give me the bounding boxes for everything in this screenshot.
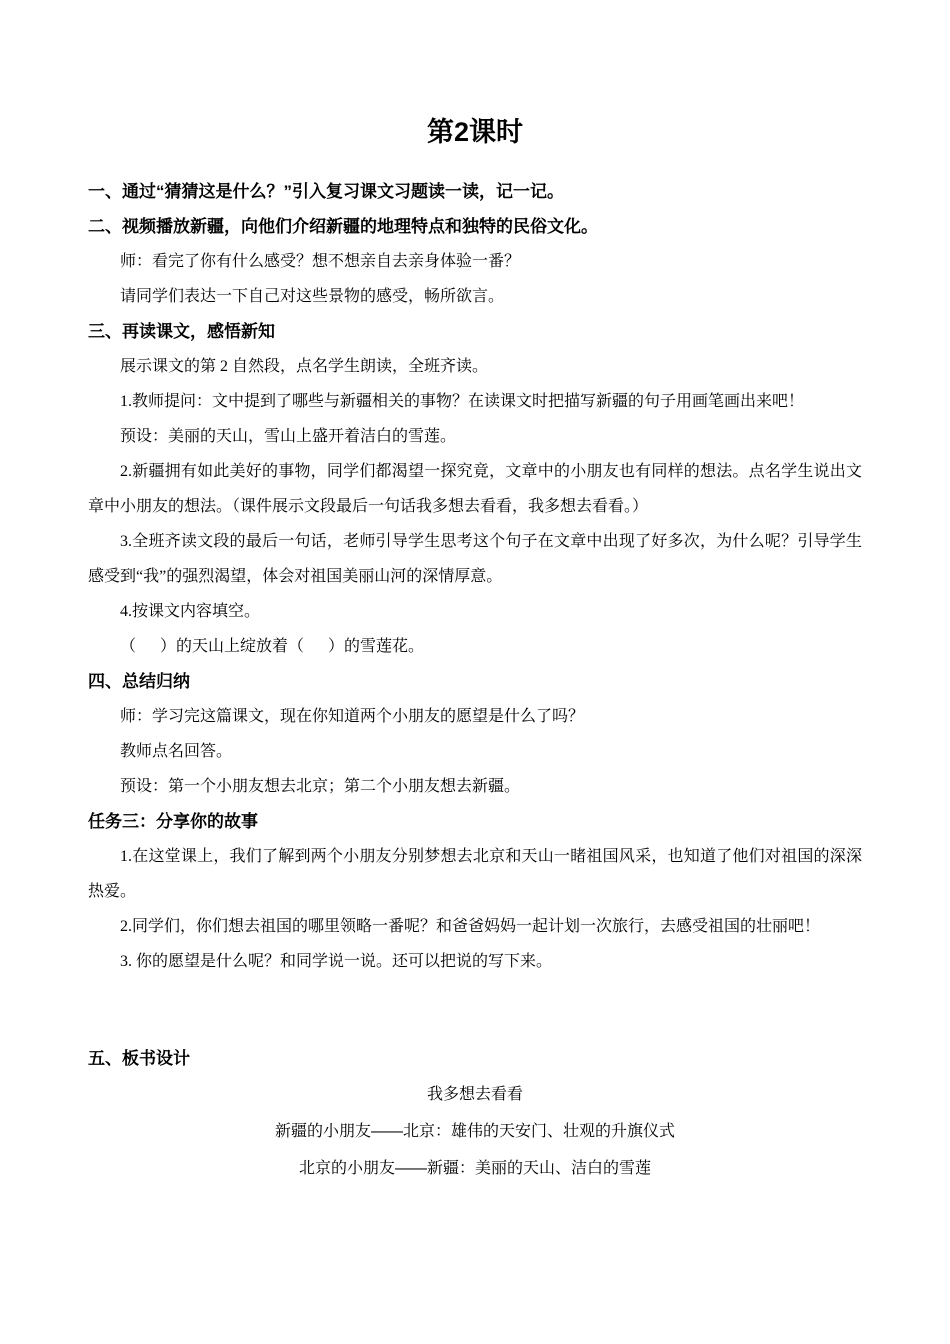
paragraph: 展示课文的第 2 自然段，点名学生朗读，全班齐读。 — [120, 358, 489, 375]
paragraph: 预设：美丽的天山，雪山上盛开着洁白的雪莲。 — [120, 428, 457, 445]
board-design-line: 北京的小朋友——新疆：美丽的天山、洁白的雪莲 — [298, 1160, 651, 1177]
paragraph: 1.教师提问：文中提到了哪些与新疆相关的事物？在读课文时把描写新疆的句子用画笔画出来吧！ — [120, 393, 805, 410]
section-heading-5: 五、板书设计 — [88, 1049, 190, 1068]
paragraph: 4.按课文内容填空。 — [120, 603, 261, 620]
board-design-line: 新疆的小朋友——北京：雄伟的天安门、壮观的升旗仪式 — [274, 1123, 675, 1140]
paragraph: 3.全班齐读文段的最后一句话，老师引导学生思考这个句子在文章中出现了好多次，为什么呢？引导学生感受到“我”的强烈渴望，体会对祖国美丽山河的深情厚意。 — [88, 533, 862, 585]
paragraph: 教师点名回答。 — [120, 743, 233, 760]
section-heading-3: 三、再读课文，感悟新知 — [88, 322, 275, 341]
section-heading-4: 四、总结归纳 — [88, 672, 190, 691]
section-heading-1: 一、通过“猜猜这是什么？”引入复习课文习题读一读，记一记。 — [88, 182, 564, 201]
fill-in-blank-line: （ ）的天山上绽放着（ ）的雪莲花。 — [120, 638, 425, 655]
doc-title: 第2课时 — [426, 117, 524, 147]
paragraph: 师：看完了你有什么感受？想不想亲自去亲身体验一番？ — [120, 253, 521, 270]
paragraph: 3. 你的愿望是什么呢？和同学说一说。还可以把说的写下来。 — [120, 953, 553, 970]
paragraph: 2.新疆拥有如此美好的事物，同学们都渴望一探究竟，文章中的小朋友也有同样的想法。点名学生说出文章中小朋友的想法。（课件展示文段最后一句话我多想去看看，我多想去看看。） — [88, 463, 862, 515]
paragraph: 预设：第一个小朋友想去北京；第二个小朋友想去新疆。 — [120, 778, 521, 795]
paragraph: 请同学们表达一下自己对这些景物的感受，畅所欲言。 — [120, 288, 505, 305]
task-heading: 任务三：分享你的故事 — [88, 812, 258, 831]
paragraph: 师：学习完这篇课文，现在你知道两个小朋友的愿望是什么了吗？ — [120, 708, 585, 725]
board-design-title: 我多想去看看 — [426, 1086, 523, 1103]
section-heading-2: 二、视频播放新疆，向他们介绍新疆的地理特点和独特的民俗文化。 — [88, 217, 598, 236]
paragraph: 2.同学们，你们想去祖国的哪里领略一番呢？和爸爸妈妈一起计划一次旅行，去感受祖国的壮丽吧！ — [120, 918, 821, 935]
paragraph: 1.在这堂课上，我们了解到两个小朋友分别梦想去北京和天山一睹祖国风采，也知道了他们对祖国的深深热爱。 — [88, 848, 862, 900]
